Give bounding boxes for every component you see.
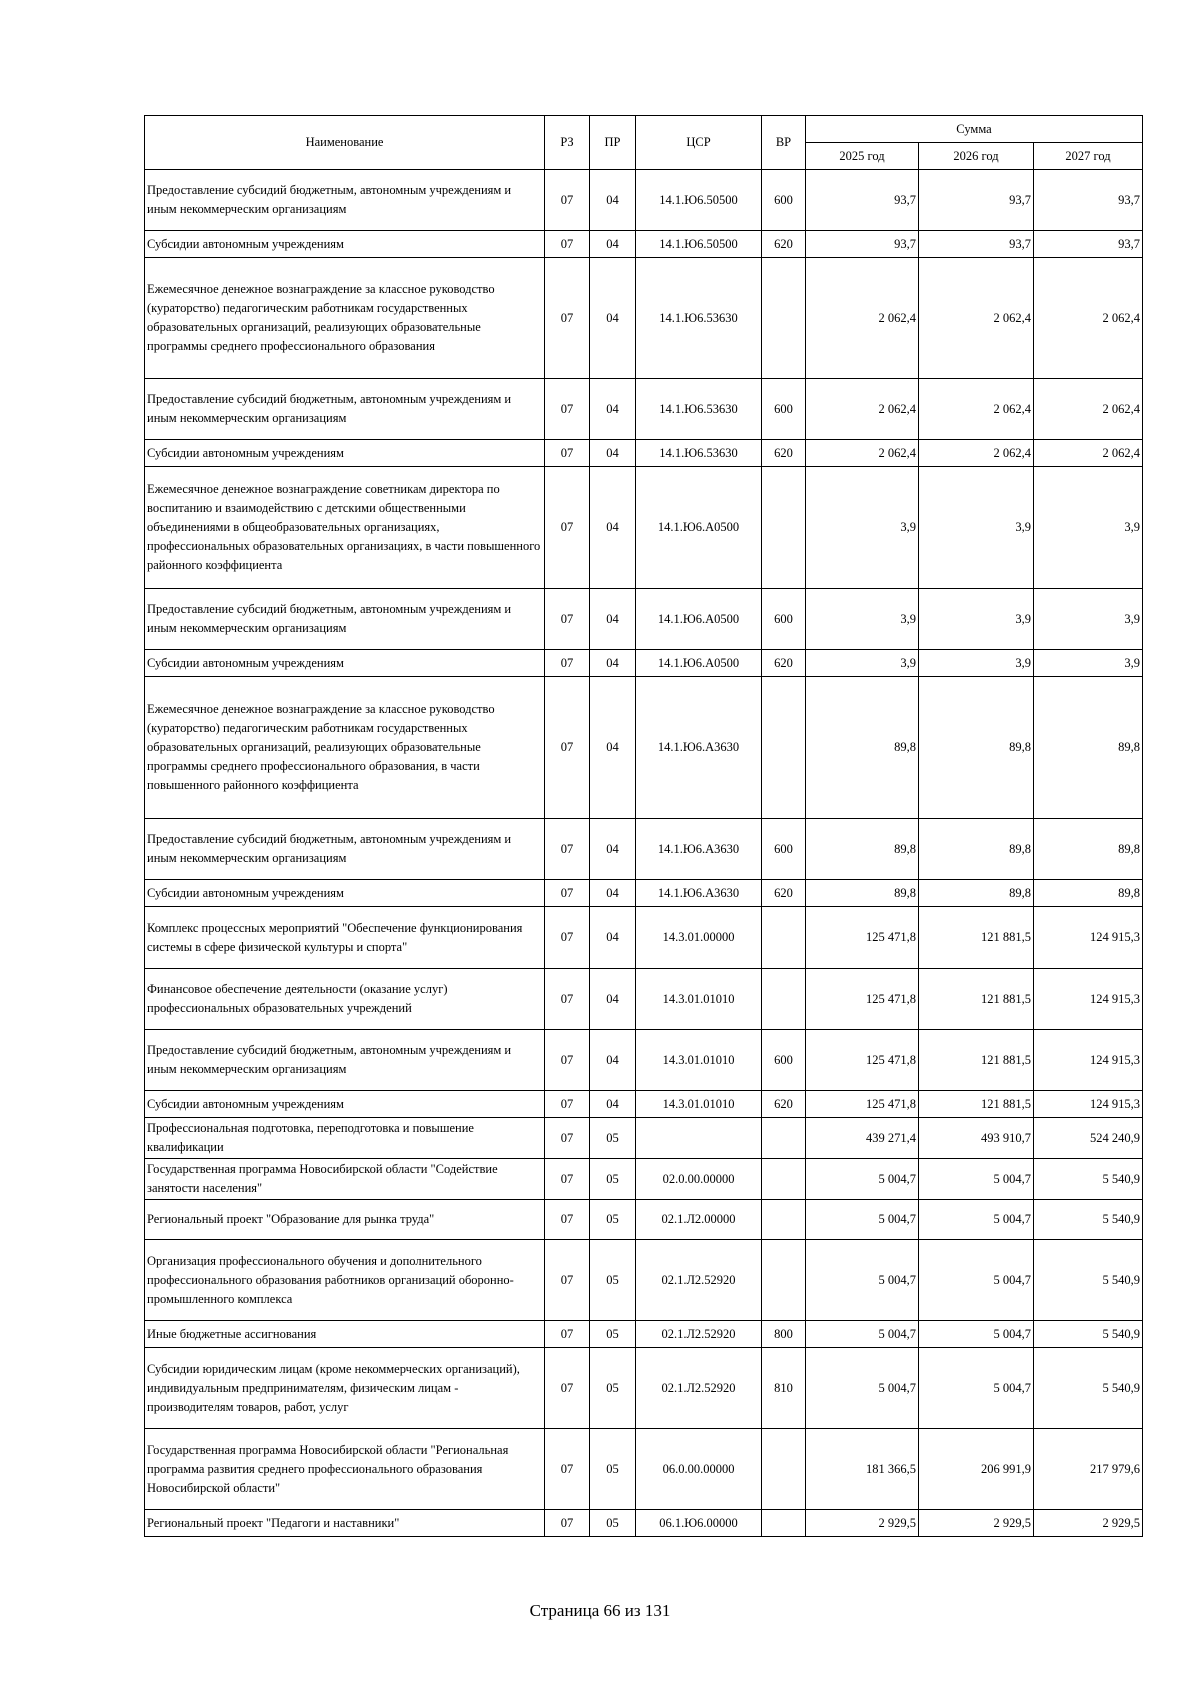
row-sum-2027: 124 915,3 (1034, 1030, 1143, 1091)
row-csr: 02.1.Л2.52920 (636, 1240, 762, 1321)
row-sum-2027: 2 062,4 (1034, 379, 1143, 440)
row-sum-2025: 5 004,7 (806, 1159, 919, 1200)
row-vr: 620 (762, 880, 806, 907)
header-csr: ЦСР (636, 116, 762, 170)
row-sum-2025: 3,9 (806, 589, 919, 650)
header-rz: РЗ (545, 116, 590, 170)
table-row (145, 1118, 1143, 1159)
row-pr: 05 (590, 1321, 636, 1348)
row-vr: 800 (762, 1321, 806, 1348)
row-csr: 14.3.01.01010 (636, 1091, 762, 1118)
row-vr: 600 (762, 379, 806, 440)
row-pr: 04 (590, 1030, 636, 1091)
table-row (145, 1200, 1143, 1240)
header-sum: Сумма (806, 116, 1143, 143)
table-row (145, 1429, 1143, 1510)
row-rz: 07 (545, 819, 590, 880)
table-row (145, 1348, 1143, 1429)
row-sum-2025: 125 471,8 (806, 1091, 919, 1118)
row-sum-2026: 5 004,7 (919, 1159, 1034, 1200)
row-vr: 810 (762, 1348, 806, 1429)
row-name: Региональный проект "Образование для рынка труда" (145, 1200, 545, 1240)
row-pr: 04 (590, 467, 636, 589)
table-row (145, 907, 1143, 969)
table-row (145, 258, 1143, 379)
row-csr: 14.1.Ю6.53630 (636, 379, 762, 440)
row-sum-2025: 5 004,7 (806, 1348, 919, 1429)
row-sum-2027: 124 915,3 (1034, 969, 1143, 1030)
row-pr: 04 (590, 650, 636, 677)
row-sum-2027: 89,8 (1034, 880, 1143, 907)
row-sum-2026: 89,8 (919, 677, 1034, 819)
row-sum-2025: 2 062,4 (806, 379, 919, 440)
row-sum-2026: 93,7 (919, 231, 1034, 258)
row-sum-2027: 5 540,9 (1034, 1200, 1143, 1240)
row-sum-2027: 5 540,9 (1034, 1159, 1143, 1200)
table-row (145, 677, 1143, 819)
row-pr: 04 (590, 589, 636, 650)
row-vr: 600 (762, 170, 806, 231)
row-rz: 07 (545, 1200, 590, 1240)
row-sum-2026: 121 881,5 (919, 1030, 1034, 1091)
row-rz: 07 (545, 907, 590, 969)
row-name: Предоставление субсидий бюджетным, автономным учреждениям и иным некоммерческим организациям (145, 170, 545, 231)
table-row (145, 589, 1143, 650)
row-csr: 14.1.Ю6.53630 (636, 258, 762, 379)
row-sum-2025: 181 366,5 (806, 1429, 919, 1510)
row-sum-2026: 121 881,5 (919, 1091, 1034, 1118)
row-csr: 14.3.01.00000 (636, 907, 762, 969)
row-sum-2026: 3,9 (919, 467, 1034, 589)
row-sum-2027: 5 540,9 (1034, 1348, 1143, 1429)
row-sum-2026: 206 991,9 (919, 1429, 1034, 1510)
row-vr (762, 1200, 806, 1240)
row-name: Предоставление субсидий бюджетным, автономным учреждениям и иным некоммерческим организациям (145, 819, 545, 880)
row-vr (762, 907, 806, 969)
row-sum-2025: 93,7 (806, 170, 919, 231)
row-sum-2027: 2 062,4 (1034, 440, 1143, 467)
row-sum-2027: 2 062,4 (1034, 258, 1143, 379)
row-sum-2025: 3,9 (806, 650, 919, 677)
row-pr: 05 (590, 1118, 636, 1159)
table-row (145, 467, 1143, 589)
row-sum-2026: 93,7 (919, 170, 1034, 231)
row-rz: 07 (545, 1321, 590, 1348)
row-sum-2026: 121 881,5 (919, 907, 1034, 969)
row-sum-2025: 5 004,7 (806, 1240, 919, 1321)
row-sum-2025: 89,8 (806, 819, 919, 880)
row-name: Региональный проект "Педагоги и наставники" (145, 1510, 545, 1537)
header-year-2027: 2027 год (1034, 143, 1143, 170)
row-vr (762, 1510, 806, 1537)
row-rz: 07 (545, 1510, 590, 1537)
row-sum-2027: 524 240,9 (1034, 1118, 1143, 1159)
row-name: Предоставление субсидий бюджетным, автономным учреждениям и иным некоммерческим организациям (145, 589, 545, 650)
row-csr (636, 1118, 762, 1159)
row-pr: 05 (590, 1159, 636, 1200)
row-sum-2027: 93,7 (1034, 231, 1143, 258)
row-csr: 14.1.Ю6.50500 (636, 231, 762, 258)
row-pr: 04 (590, 677, 636, 819)
row-sum-2026: 89,8 (919, 819, 1034, 880)
row-sum-2025: 439 271,4 (806, 1118, 919, 1159)
row-pr: 04 (590, 170, 636, 231)
row-name: Субсидии юридическим лицам (кроме некоммерческих организаций), индивидуальным предпринимателям, физическим лицам - производителям товаров, работ, услуг (145, 1348, 545, 1429)
row-csr: 14.1.Ю6.53630 (636, 440, 762, 467)
row-name: Ежемесячное денежное вознаграждение советникам директора по воспитанию и взаимодействию с детскими общественными объединениями в общеобразовательных организациях, профессиональных образовательных организациях, в части повышенного районного коэффициента (145, 467, 545, 589)
row-sum-2025: 3,9 (806, 467, 919, 589)
row-csr: 02.1.Л2.52920 (636, 1348, 762, 1429)
row-csr: 14.1.Ю6.А3630 (636, 880, 762, 907)
row-vr (762, 1118, 806, 1159)
row-rz: 07 (545, 440, 590, 467)
row-csr: 14.1.Ю6.А3630 (636, 677, 762, 819)
table-body (145, 170, 1143, 1537)
row-name: Субсидии автономным учреждениям (145, 1091, 545, 1118)
row-sum-2025: 2 062,4 (806, 258, 919, 379)
row-rz: 07 (545, 1240, 590, 1321)
row-rz: 07 (545, 589, 590, 650)
row-csr: 02.1.Л2.00000 (636, 1200, 762, 1240)
row-name: Государственная программа Новосибирской области "Содействие занятости населения" (145, 1159, 545, 1200)
row-rz: 07 (545, 1159, 590, 1200)
row-sum-2026: 5 004,7 (919, 1348, 1034, 1429)
row-sum-2026: 3,9 (919, 589, 1034, 650)
row-csr: 06.1.Ю6.00000 (636, 1510, 762, 1537)
row-sum-2026: 5 004,7 (919, 1321, 1034, 1348)
row-sum-2026: 5 004,7 (919, 1200, 1034, 1240)
row-name: Ежемесячное денежное вознаграждение за классное руководство (кураторство) педагогическим работникам государственных образовательных организаций, реализующих образовательные программы среднего профессионального образования (145, 258, 545, 379)
row-sum-2025: 2 929,5 (806, 1510, 919, 1537)
row-vr (762, 677, 806, 819)
table-row (145, 1240, 1143, 1321)
header-name: Наименование (145, 116, 545, 170)
row-sum-2026: 121 881,5 (919, 969, 1034, 1030)
row-csr: 14.3.01.01010 (636, 1030, 762, 1091)
table-row (145, 880, 1143, 907)
row-pr: 04 (590, 231, 636, 258)
row-sum-2027: 3,9 (1034, 589, 1143, 650)
table-row (145, 1030, 1143, 1091)
row-name: Финансовое обеспечение деятельности (оказание услуг) профессиональных образовательных учреждений (145, 969, 545, 1030)
row-pr: 04 (590, 379, 636, 440)
row-sum-2026: 3,9 (919, 650, 1034, 677)
row-pr: 04 (590, 880, 636, 907)
row-sum-2026: 2 062,4 (919, 258, 1034, 379)
row-name: Комплекс процессных мероприятий "Обеспечение функционирования системы в сфере физической культуры и спорта" (145, 907, 545, 969)
row-sum-2025: 125 471,8 (806, 1030, 919, 1091)
row-vr: 620 (762, 231, 806, 258)
table-row (145, 1091, 1143, 1118)
table-row (145, 1159, 1143, 1200)
row-vr: 600 (762, 1030, 806, 1091)
row-pr: 04 (590, 440, 636, 467)
page-number: Страница 66 из 131 (529, 1601, 671, 1620)
row-pr: 04 (590, 258, 636, 379)
table-row (145, 1510, 1143, 1537)
row-rz: 07 (545, 677, 590, 819)
row-sum-2027: 2 929,5 (1034, 1510, 1143, 1537)
row-sum-2027: 3,9 (1034, 650, 1143, 677)
row-sum-2025: 93,7 (806, 231, 919, 258)
row-sum-2027: 89,8 (1034, 819, 1143, 880)
row-rz: 07 (545, 969, 590, 1030)
row-pr: 04 (590, 969, 636, 1030)
row-sum-2025: 5 004,7 (806, 1200, 919, 1240)
row-sum-2027: 89,8 (1034, 677, 1143, 819)
table-row (145, 170, 1143, 231)
row-sum-2027: 93,7 (1034, 170, 1143, 231)
row-rz: 07 (545, 170, 590, 231)
row-sum-2027: 5 540,9 (1034, 1321, 1143, 1348)
row-pr: 05 (590, 1200, 636, 1240)
header-vr: ВР (762, 116, 806, 170)
row-name: Субсидии автономным учреждениям (145, 231, 545, 258)
row-vr: 600 (762, 819, 806, 880)
row-sum-2027: 5 540,9 (1034, 1240, 1143, 1321)
row-rz: 07 (545, 1348, 590, 1429)
row-sum-2025: 89,8 (806, 677, 919, 819)
row-sum-2027: 217 979,6 (1034, 1429, 1143, 1510)
table-row (145, 650, 1143, 677)
row-vr (762, 1159, 806, 1200)
row-pr: 04 (590, 907, 636, 969)
row-pr: 05 (590, 1510, 636, 1537)
row-rz: 07 (545, 1030, 590, 1091)
row-sum-2025: 125 471,8 (806, 969, 919, 1030)
row-name: Профессиональная подготовка, переподготовка и повышение квалификации (145, 1118, 545, 1159)
row-csr: 06.0.00.00000 (636, 1429, 762, 1510)
row-csr: 14.1.Ю6.А0500 (636, 467, 762, 589)
row-name: Предоставление субсидий бюджетным, автономным учреждениям и иным некоммерческим организациям (145, 1030, 545, 1091)
row-csr: 14.1.Ю6.А3630 (636, 819, 762, 880)
row-name: Предоставление субсидий бюджетным, автономным учреждениям и иным некоммерческим организациям (145, 379, 545, 440)
row-vr (762, 258, 806, 379)
row-vr: 600 (762, 589, 806, 650)
table-row (145, 819, 1143, 880)
row-pr: 05 (590, 1348, 636, 1429)
row-csr: 14.1.Ю6.А0500 (636, 650, 762, 677)
row-sum-2026: 493 910,7 (919, 1118, 1034, 1159)
row-sum-2025: 5 004,7 (806, 1321, 919, 1348)
row-csr: 14.1.Ю6.50500 (636, 170, 762, 231)
row-name: Субсидии автономным учреждениям (145, 650, 545, 677)
row-rz: 07 (545, 467, 590, 589)
row-vr (762, 1429, 806, 1510)
header-year-2026: 2026 год (919, 143, 1034, 170)
row-rz: 07 (545, 258, 590, 379)
row-pr: 05 (590, 1429, 636, 1510)
row-name: Ежемесячное денежное вознаграждение за классное руководство (кураторство) педагогическим работникам государственных образовательных организаций, реализующих образовательные программы среднего профессионального образования, в части повышенного районного коэффициента (145, 677, 545, 819)
budget-table (144, 115, 1143, 1537)
row-pr: 05 (590, 1240, 636, 1321)
row-sum-2026: 2 062,4 (919, 379, 1034, 440)
row-vr: 620 (762, 650, 806, 677)
row-sum-2026: 2 929,5 (919, 1510, 1034, 1537)
row-sum-2027: 3,9 (1034, 467, 1143, 589)
row-name: Иные бюджетные ассигнования (145, 1321, 545, 1348)
table-header (145, 116, 1143, 170)
row-rz: 07 (545, 650, 590, 677)
row-rz: 07 (545, 1429, 590, 1510)
table-row (145, 440, 1143, 467)
row-vr (762, 467, 806, 589)
header-pr: ПР (590, 116, 636, 170)
row-sum-2027: 124 915,3 (1034, 1091, 1143, 1118)
row-name: Организация профессионального обучения и дополнительного профессионального образования работников организаций оборонно-промышленного комплекса (145, 1240, 545, 1321)
table-row (145, 231, 1143, 258)
row-csr: 14.1.Ю6.А0500 (636, 589, 762, 650)
row-vr (762, 1240, 806, 1321)
row-rz: 07 (545, 231, 590, 258)
row-csr: 02.0.00.00000 (636, 1159, 762, 1200)
row-pr: 04 (590, 1091, 636, 1118)
row-pr: 04 (590, 819, 636, 880)
row-vr: 620 (762, 1091, 806, 1118)
table-row (145, 379, 1143, 440)
row-sum-2026: 2 062,4 (919, 440, 1034, 467)
header-year-2025: 2025 год (806, 143, 919, 170)
row-rz: 07 (545, 1118, 590, 1159)
table-row (145, 969, 1143, 1030)
row-csr: 14.3.01.01010 (636, 969, 762, 1030)
row-sum-2025: 89,8 (806, 880, 919, 907)
row-rz: 07 (545, 880, 590, 907)
row-sum-2026: 5 004,7 (919, 1240, 1034, 1321)
row-name: Государственная программа Новосибирской области "Региональная программа развития среднего профессионального образования Новосибирской области" (145, 1429, 545, 1510)
row-vr (762, 969, 806, 1030)
row-csr: 02.1.Л2.52920 (636, 1321, 762, 1348)
row-sum-2027: 124 915,3 (1034, 907, 1143, 969)
table-row (145, 1321, 1143, 1348)
row-sum-2025: 125 471,8 (806, 907, 919, 969)
row-rz: 07 (545, 1091, 590, 1118)
row-name: Субсидии автономным учреждениям (145, 880, 545, 907)
row-name: Субсидии автономным учреждениям (145, 440, 545, 467)
row-sum-2026: 89,8 (919, 880, 1034, 907)
row-rz: 07 (545, 379, 590, 440)
row-vr: 620 (762, 440, 806, 467)
row-sum-2025: 2 062,4 (806, 440, 919, 467)
